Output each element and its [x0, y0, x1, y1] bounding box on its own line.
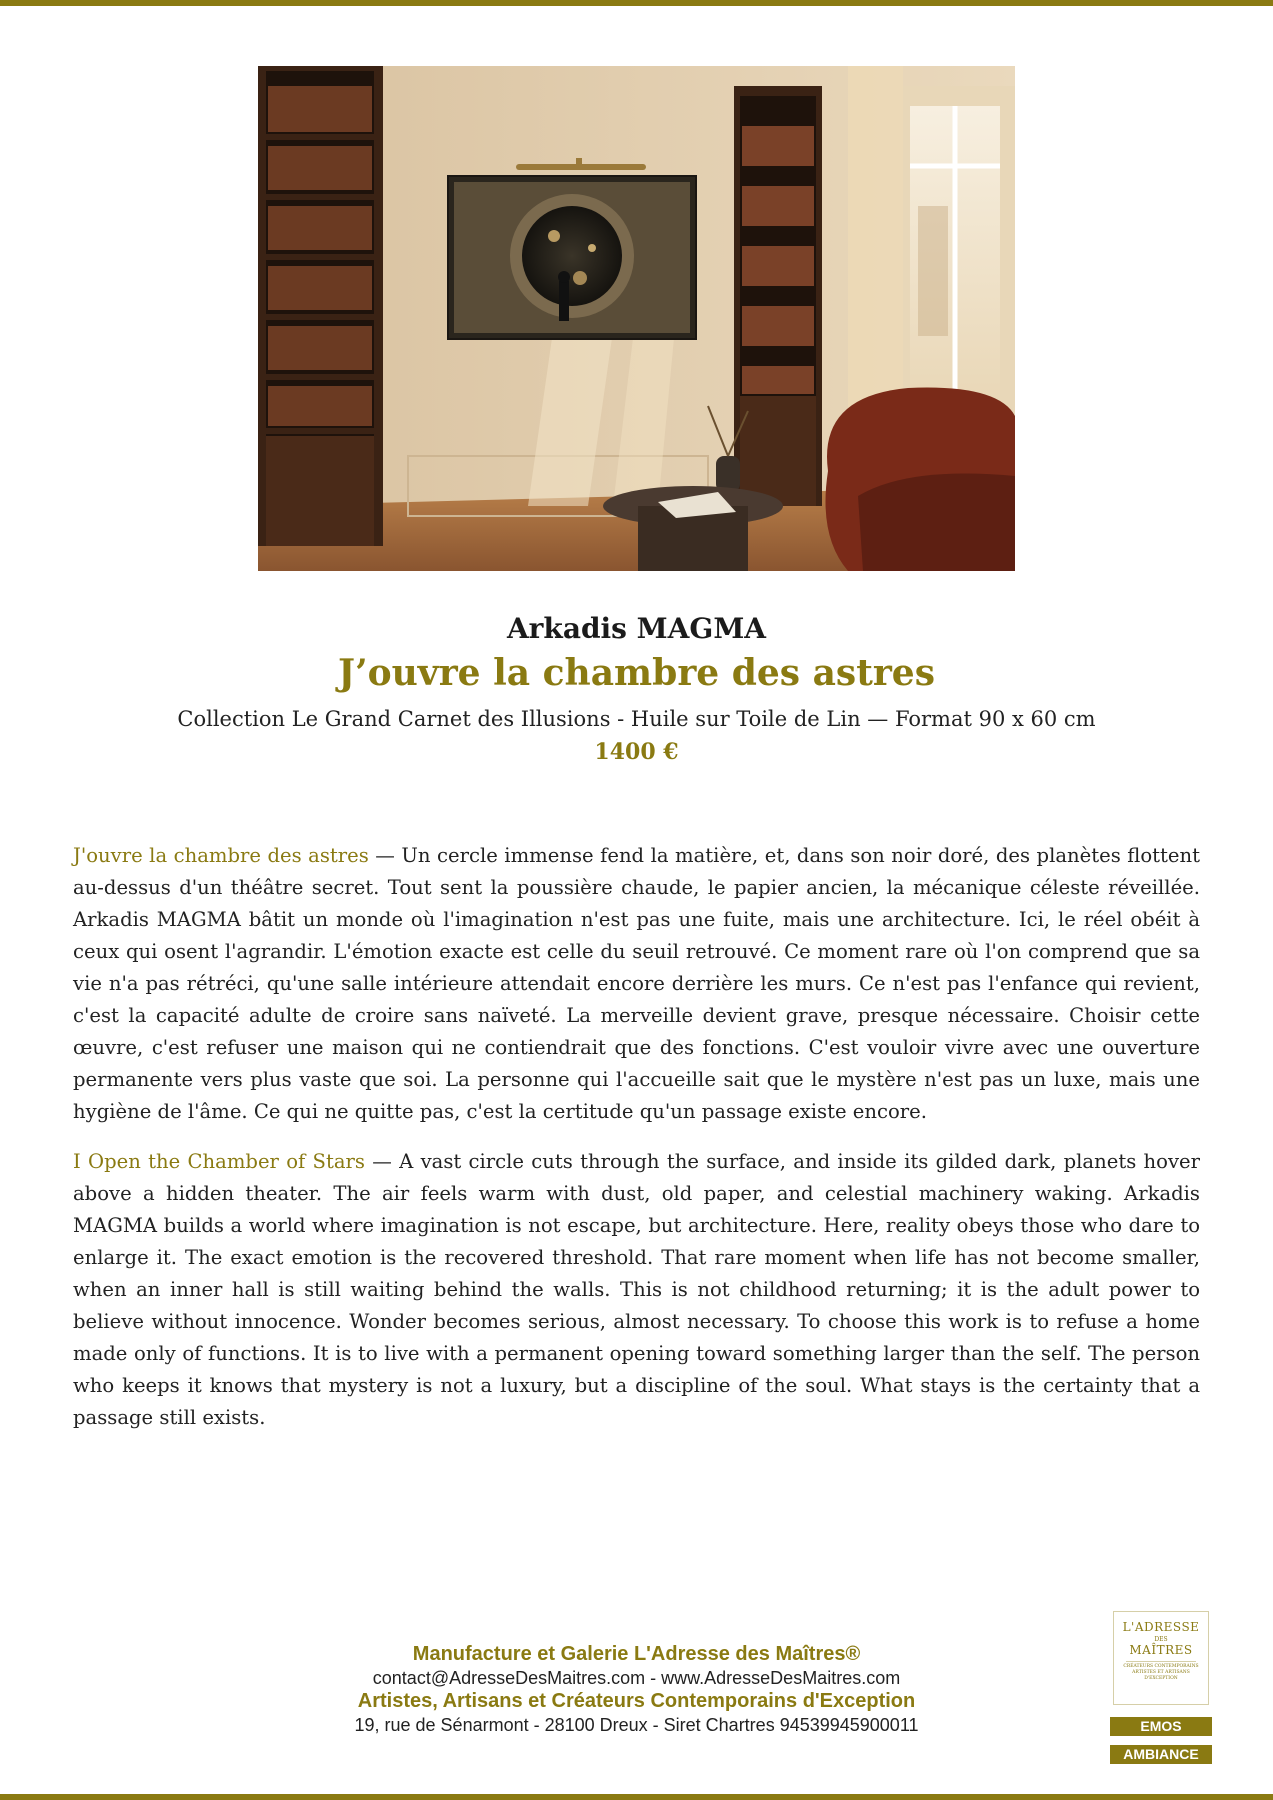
footer-address: 19, rue de Sénarmont - 28100 Dreux - Siret Chartres 94539945900011	[354, 1715, 919, 1735]
tag-emos: EMOS	[1110, 1717, 1212, 1736]
description-french-text: — Un cercle immense fend la matière, et, dans son noir doré, des planètes flottent au-dessus d'un théâtre secret. Tout sent la poussière chaude, le papier ancien, la mécanique céleste réveillée. Arkadis MAGMA bâtit un monde où l'imagination n'est pas une fuite, mais une architecture. Ici, le réel obéit à ceux qui osent l'agrandir. L'émotion exacte est celle du seuil retrouvé. Ce moment rare où l'on comprend que sa vie n'a pas rétréci, qu'une salle intérieure attendait encore derrière les murs. Ce n'est pas l'enfance qui revient, c'est la capacité adulte de croire sans naïveté. La merveille devient grave, presque nécessaire. Choisir cette œuvre, c'est refuser une maison qui ne contiendrait que des fonctions. C'est vouloir vivre avec une ouverture permanente vers plus vaste que soi. La personne qui l'accueille sait que le mystère n'est pas un luxe, mais une hygiène de l'âme. Ce qui ne quitte pas, c'est la certitude qu'un passage existe encore.	[73, 844, 1200, 1123]
gallery-logo	[1113, 1611, 1209, 1705]
description-french-lead: J'ouvre la chambre des astres	[73, 844, 369, 867]
artwork-price: 1400 €	[594, 739, 679, 765]
artist-name: Arkadis MAGMA	[506, 612, 767, 645]
logo-line-2: DES	[1154, 1636, 1168, 1643]
footer-contact: contact@AdresseDesMaitres.com - www.AdresseDesMaitres.com	[372, 1668, 901, 1688]
artwork-details: Collection Le Grand Carnet des Illusions - Huile sur Toile de Lin — Format 90 x 60 cm	[177, 707, 1096, 731]
bottom-border	[0, 1794, 1273, 1800]
tag-ambiance: AMBIANCE	[1110, 1745, 1212, 1764]
top-border	[0, 0, 1273, 6]
footer-company: Manufacture et Galerie L'Adresse des Maîtres®	[412, 1643, 861, 1665]
logo-line-3: MAÎTRES	[1129, 1643, 1193, 1657]
description-french	[73, 840, 1200, 1128]
footer-tagline: Artistes, Artisans et Créateurs Contemporains d'Exception	[357, 1690, 916, 1712]
logo-divider	[1126, 1661, 1196, 1662]
logo-line-1: L'ADRESSE	[1122, 1620, 1200, 1634]
description-english-text: — A vast circle cuts through the surface, and inside its gilded dark, planets hover above a hidden theater. The air feels warm with dust, old paper, and celestial machinery waking. Arkadis MAGMA builds a world where imagination is not escape, but architecture. Here, reality obeys those who dare to enlarge it. The exact emotion is the recovered threshold. That rare moment when life has not become smaller, when an inner hall is still waiting behind the walls. This is not childhood returning; it is the adult power to believe without innocence. Wonder becomes serious, almost necessary. To choose this work is to refuse a home made only of functions. It is to live with a permanent opening toward something larger than the self. The person who keeps it knows that mystery is not a luxury, but a discipline of the soul. What stays is the certainty that a passage still exists.	[73, 1150, 1200, 1429]
description-english-lead: I Open the Chamber of Stars	[73, 1150, 365, 1173]
artwork-room-photo	[258, 66, 1015, 571]
description-english	[73, 1146, 1200, 1434]
artwork-title: J’ouvre la chambre des astres	[338, 652, 935, 694]
logo-line-4: CRÉATEURS CONTEMPORAINS ARTISTES ET ARTISANS D'EXCEPTION	[1123, 1664, 1199, 1681]
